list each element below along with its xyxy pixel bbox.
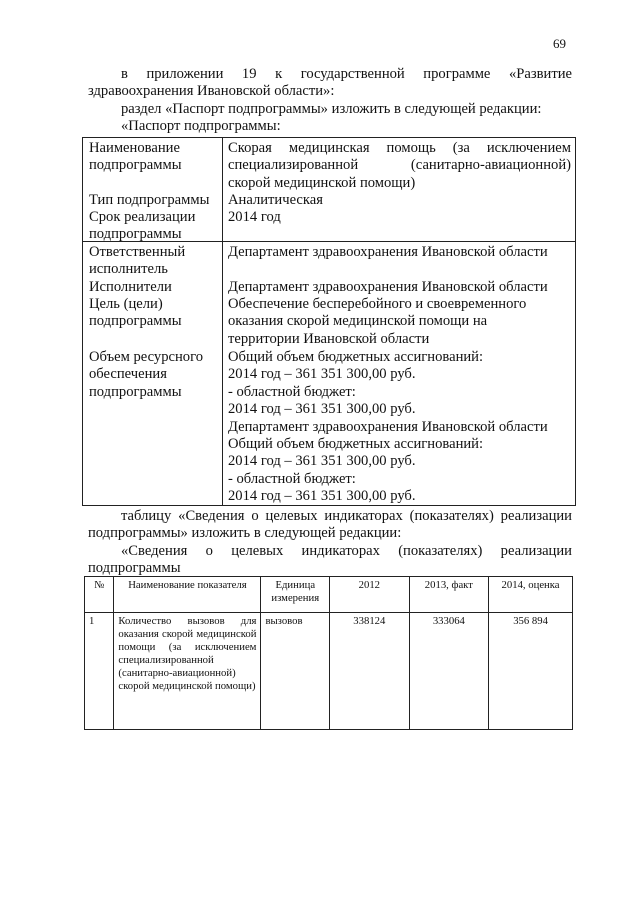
page-number: 69: [553, 36, 566, 51]
label-line: подпрограммы: [89, 313, 182, 330]
label-line: подпрограммы: [89, 226, 182, 243]
indicators-table: [84, 576, 573, 730]
intro-line-2: здравоохранения Ивановской области»:: [88, 83, 335, 100]
intro-line-3: раздел «Паспорт подпрограммы» изложить в следующей редакции:: [121, 100, 542, 117]
value-line: - областной бюджет:: [228, 470, 356, 487]
passport-responsible-value: Департамент здравоохранения Ивановской области: [228, 244, 548, 260]
header-unit: Единица измерения: [261, 577, 330, 613]
value-line: - областной бюджет:: [228, 383, 356, 400]
label-line: Объем ресурсного: [89, 349, 204, 365]
table-row: [85, 613, 573, 730]
mid-line-3: «Сведения о целевых индикаторах (показателях) реализации: [121, 542, 572, 559]
passport-executors-label: Исполнители: [89, 279, 172, 295]
value-line: Общий объем бюджетных ассигнований:: [228, 349, 484, 365]
row-value-2012: 338124: [330, 613, 410, 730]
value-line: территории Ивановской области: [228, 330, 430, 347]
mid-line-1: таблицу «Сведения о целевых индикаторах (показателях) реализации: [121, 508, 572, 524]
row-value-2013: 333064: [409, 613, 489, 730]
value-line: 2014 год – 361 351 300,00 руб.: [228, 453, 416, 470]
passport-volume-value: [228, 349, 571, 506]
passport-volume-label: [89, 349, 221, 401]
mid-line-4: подпрограммы: [88, 560, 181, 577]
passport-term-value: 2014 год: [228, 209, 281, 225]
mid-line-2: подпрограммы» изложить в следующей редакции:: [88, 525, 402, 542]
passport-goal-value: [228, 296, 571, 348]
passport-type-label: Тип подпрограммы: [89, 192, 210, 208]
label-line: исполнитель: [89, 261, 168, 278]
passport-column-divider: [222, 138, 223, 505]
value-line: 2014 год – 361 351 300,00 руб.: [228, 366, 416, 383]
header-indicator-name: Наименование показателя: [114, 577, 261, 613]
label-line: Наименование: [89, 140, 180, 156]
row-unit: вызовов: [261, 613, 330, 730]
label-line: подпрограммы: [89, 157, 182, 174]
value-line: Департамент здравоохранения Ивановской области: [228, 418, 548, 435]
passport-executors-value: Департамент здравоохранения Ивановской области: [228, 279, 548, 295]
passport-name-label: [89, 140, 221, 175]
header-number: №: [85, 577, 114, 613]
intro-paragraph: [88, 66, 572, 136]
table-header-row: [85, 577, 573, 613]
label-line: Срок реализации: [89, 209, 196, 225]
row-number: 1: [85, 613, 114, 730]
label-line: подпрограммы: [89, 383, 182, 400]
intro-line-4: «Паспорт подпрограммы:: [121, 118, 281, 135]
header-2013: 2013, факт: [409, 577, 489, 613]
value-line: Общий объем бюджетных ассигнований:: [228, 436, 484, 453]
passport-type-value: Аналитическая: [228, 192, 323, 208]
passport-responsible-label: [89, 244, 221, 279]
header-2014: 2014, оценка: [489, 577, 573, 613]
label-line: Ответственный: [89, 244, 186, 260]
value-line: специализированной (санитарно-авиационной): [228, 157, 571, 174]
mid-paragraph: [88, 508, 572, 578]
row-indicator-name: Количество вызовов для оказания скорой медицинской помощи (за исключением специализированной (санитарно-авиационной) скорой медицинской помощи): [114, 613, 261, 730]
value-line: 2014 год – 361 351 300,00 руб.: [228, 401, 416, 418]
value-line: Скорая медицинская помощь (за исключением: [228, 140, 571, 156]
intro-line-1: в приложении 19 к государственной программе «Развитие: [121, 66, 572, 82]
value-line: 2014 год – 361 351 300,00 руб.: [228, 488, 416, 505]
value-line: Обеспечение бесперебойного и своевременного: [228, 296, 527, 312]
value-line: оказания скорой медицинской помощи на: [228, 313, 488, 330]
passport-name-value: [228, 140, 571, 192]
header-2012: 2012: [330, 577, 410, 613]
passport-table: [82, 137, 576, 506]
row-value-2014: 356 894: [489, 613, 573, 730]
value-line: скорой медицинской помощи): [228, 174, 416, 191]
passport-goal-label: [89, 296, 221, 331]
passport-term-label: [89, 209, 221, 244]
label-line: Цель (цели): [89, 296, 163, 312]
label-line: обеспечения: [89, 366, 167, 383]
